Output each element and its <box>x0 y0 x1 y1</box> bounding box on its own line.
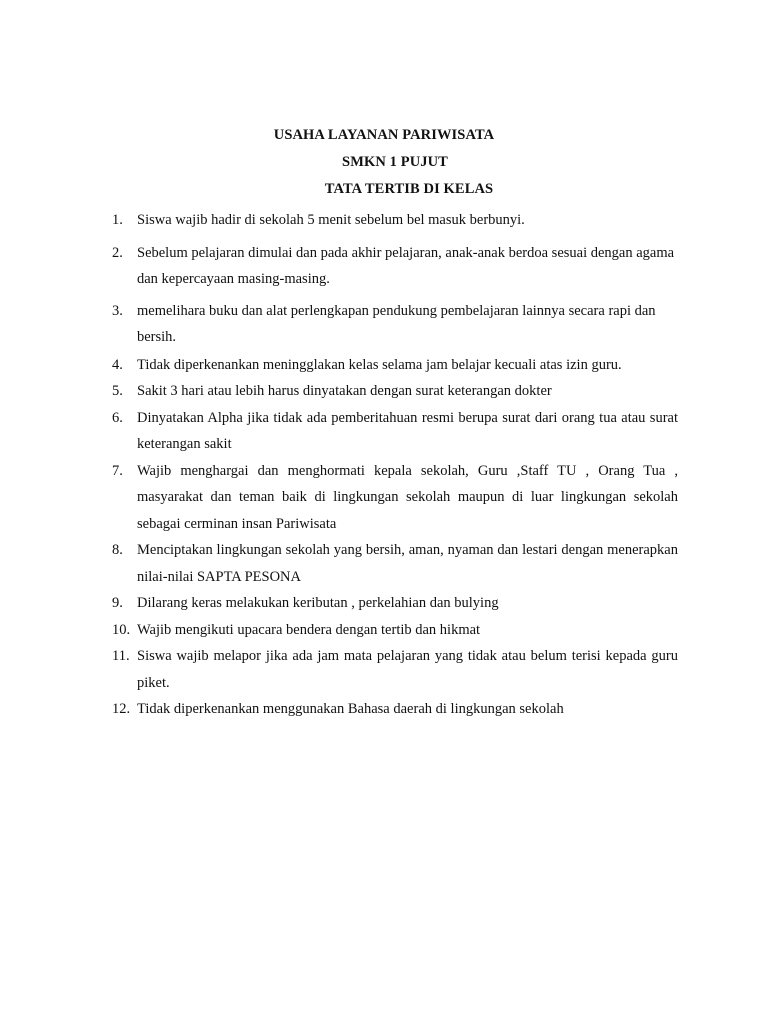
list-item <box>112 378 678 405</box>
document-title: USAHA LAYANAN PARIWISATA <box>273 127 495 143</box>
school-name: SMKN 1 PUJUT <box>342 154 448 170</box>
list-item-text: Siswa wajib melapor jika ada jam mata pelajaran yang tidak atau belum terisi kepada guru piket. <box>137 648 678 691</box>
list-item <box>112 405 678 458</box>
list-item-number: 7. <box>112 462 123 479</box>
list-item-number: 11. <box>112 648 130 664</box>
list-item-number: 4. <box>112 356 123 373</box>
list-item <box>112 590 678 617</box>
list-item-number: 9. <box>112 595 123 611</box>
list-item-number: 8. <box>112 542 123 558</box>
list-item <box>112 240 678 293</box>
rules-list <box>112 207 678 723</box>
list-item <box>112 643 678 696</box>
list-item-text: Wajib mengikuti upacara bendera dengan tertib dan hikmat <box>137 621 481 638</box>
list-item-number: 10. <box>112 621 131 638</box>
list-item <box>112 458 678 538</box>
list-item-number: 2. <box>112 244 123 261</box>
list-item-text: Sebelum pelajaran dimulai dan pada akhir pelajaran, anak-anak berdoa sesuai dengan agama dan kepercayaan masing-masing. <box>137 244 675 287</box>
list-item <box>112 537 678 590</box>
list-item <box>112 207 678 234</box>
list-item-text: Tidak diperkenankan menggunakan Bahasa daerah di lingkungan sekolah <box>137 701 564 717</box>
list-item <box>112 696 678 723</box>
list-item-text: Sakit 3 hari atau lebih harus dinyatakan dengan surat keterangan dokter <box>137 383 552 399</box>
list-item-text: Dinyatakan Alpha jika tidak ada pemberitahuan resmi berupa surat dari orang tua atau surat keterangan sakit <box>137 409 678 452</box>
list-item-number: 3. <box>112 302 123 319</box>
list-item-text: memelihara buku dan alat perlengkapan pendukung pembelajaran lainnya secara rapi dan bersih. <box>137 302 656 345</box>
list-item <box>112 617 678 644</box>
list-item-text: Wajib menghargai dan menghormati kepala sekolah, Guru ,Staff TU , Orang Tua , masyarakat dan teman baik di lingkungan sekolah maupun di luar lingkungan sekolah sebagai cerminan insan Pariwisata <box>137 462 678 532</box>
list-item-text: Tidak diperkenankan meningglakan kelas selama jam belajar kecuali atas izin guru. <box>137 356 622 373</box>
list-item-text: Menciptakan lingkungan sekolah yang bersih, aman, nyaman dan lestari dengan menerapkan nilai-nilai SAPTA PESONA <box>137 542 678 585</box>
list-item-text: Dilarang keras melakukan keributan , perkelahian dan bulying <box>137 595 499 611</box>
list-item-number: 5. <box>112 383 123 399</box>
list-item-text: Siswa wajib hadir di sekolah 5 menit sebelum bel masuk berbunyi. <box>137 212 525 228</box>
document-subtitle: TATA TERTIB DI KELAS <box>324 181 494 197</box>
list-item-number: 12. <box>112 701 131 717</box>
list-item-number: 6. <box>112 409 123 426</box>
document-header <box>0 122 768 203</box>
list-item <box>112 352 678 379</box>
list-item-number: 1. <box>112 212 123 228</box>
list-item <box>112 298 678 351</box>
